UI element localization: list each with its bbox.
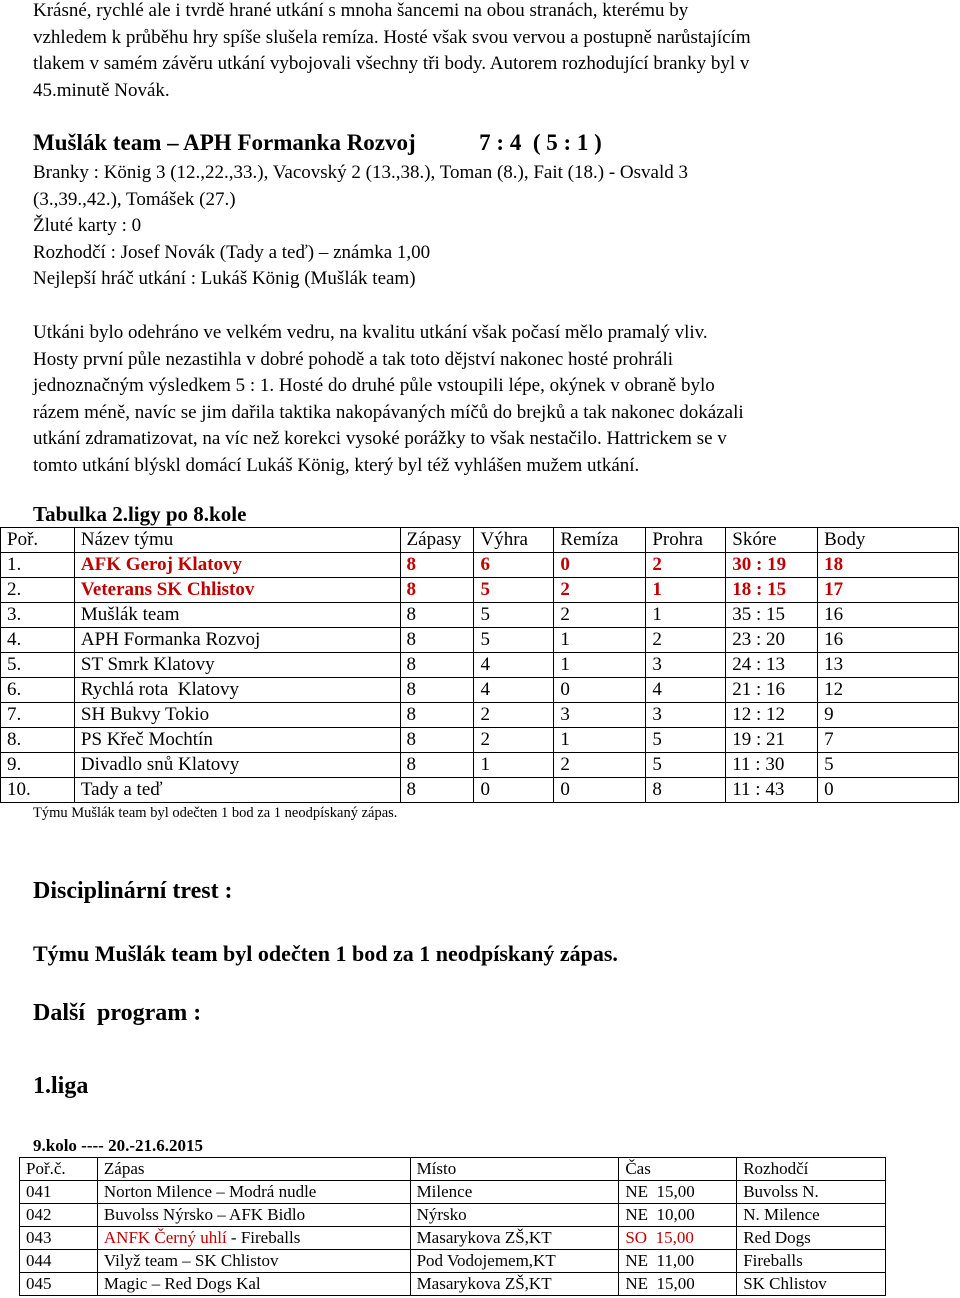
match-time: NE 15,00 <box>619 1273 737 1296</box>
cell: 1. <box>1 553 75 578</box>
cell: 0 <box>474 778 554 803</box>
cell: 2 <box>474 728 554 753</box>
table-row <box>1 653 959 678</box>
cell: 2 <box>646 628 726 653</box>
cell: 2 <box>554 603 646 628</box>
cell: 8 <box>400 778 474 803</box>
header-cell: Poř.č. <box>20 1158 98 1181</box>
cell: 1 <box>646 603 726 628</box>
schedule-row <box>20 1227 886 1250</box>
cell: 4 <box>474 653 554 678</box>
cell: APH Formanka Rozvoj <box>74 628 400 653</box>
cell: ST Smrk Klatovy <box>74 653 400 678</box>
cell: 8 <box>400 653 474 678</box>
report-line: jednoznačným výsledkem 5 : 1. Hosté do druhé půle vstoupili lépe, okýnek v obraně bylo <box>33 375 715 396</box>
cell: 13 <box>818 653 959 678</box>
cell: 5 <box>474 578 554 603</box>
cell: SH Bukvy Tokio <box>74 703 400 728</box>
discipline-heading: Disciplinární trest : <box>33 878 233 904</box>
header-cell: Skóre <box>726 528 818 553</box>
schedule-row <box>20 1250 886 1273</box>
table-row <box>1 778 959 803</box>
match-referee: SK Chlistov <box>737 1273 886 1296</box>
header-cell: Zápas <box>97 1158 410 1181</box>
match-number: 043 <box>20 1227 98 1250</box>
schedule-row <box>20 1204 886 1227</box>
cell: 2 <box>646 553 726 578</box>
cell: Mušlák team <box>74 603 400 628</box>
schedule-header-row <box>20 1158 886 1181</box>
match-referee: Red Dogs <box>737 1227 886 1250</box>
cell: 0 <box>818 778 959 803</box>
cell: AFK Geroj Klatovy <box>74 553 400 578</box>
match-report <box>33 320 933 479</box>
cell: 5 <box>646 728 726 753</box>
league-heading: 1.liga <box>33 1073 89 1099</box>
match-teams: Vilyž team – SK Chlistov <box>97 1250 410 1273</box>
match-place: Masarykova ZŠ,KT <box>410 1273 619 1296</box>
cell: 8 <box>400 603 474 628</box>
cell: 12 <box>818 678 959 703</box>
cell: Rychlá rota Klatovy <box>74 678 400 703</box>
cell: 1 <box>646 578 726 603</box>
table-row <box>1 578 959 603</box>
intro-paragraph <box>33 0 933 104</box>
report-line: Utkáni bylo odehráno ve velkém vedru, na kvalitu utkání však počasí mělo pramalý vliv. <box>33 322 708 343</box>
cell: 18 <box>818 553 959 578</box>
match-teams: Magic – Red Dogs Kal <box>97 1273 410 1296</box>
cell: 8 <box>400 678 474 703</box>
cell: 3 <box>646 653 726 678</box>
discipline-text: Týmu Mušlák team byl odečten 1 bod za 1 neodpískaný zápas. <box>33 941 618 966</box>
cell: 16 <box>818 628 959 653</box>
cell: 8 <box>400 553 474 578</box>
intro-line: vzhledem k průběhu hry spíše slušela remíza. Hosté však svou vervou a postupně narůstajícím <box>33 26 751 48</box>
table-row <box>1 703 959 728</box>
match-place: Nýrsko <box>410 1204 619 1227</box>
match-teams: Norton Milence – Modrá nudle <box>97 1181 410 1204</box>
intro-line: 45.minutě Novák. <box>33 79 170 101</box>
cell: 30 : 19 <box>726 553 818 578</box>
best-player-line: Nejlepší hráč utkání : Lukáš König (Mušlák team) <box>33 268 416 289</box>
cell: 9 <box>818 703 959 728</box>
cell: 6. <box>1 678 75 703</box>
cell: Tady a teď <box>74 778 400 803</box>
report-line: tomto utkání blýskl domácí Lukáš König, který byl též vyhlášen mužem utkání. <box>33 454 640 476</box>
table-title: Tabulka 2.ligy po 8.kole <box>33 502 247 526</box>
header-cell: Body <box>818 528 959 553</box>
table-row <box>1 603 959 628</box>
cell: Divadlo snů Klatovy <box>74 753 400 778</box>
match-place: Pod Vodojemem,KT <box>410 1250 619 1273</box>
match-title: Mušlák team – APH Formanka Rozvoj <box>33 130 416 155</box>
cell: 2. <box>1 578 75 603</box>
cell: Veterans SK Chlistov <box>74 578 400 603</box>
cell: 1 <box>474 753 554 778</box>
match-time: NE 10,00 <box>619 1204 737 1227</box>
cell: 1 <box>554 628 646 653</box>
match-heading <box>33 130 602 156</box>
header-cell: Rozhodčí <box>737 1158 886 1181</box>
table-row <box>1 678 959 703</box>
header-cell: Zápasy <box>400 528 474 553</box>
match-referee: N. Milence <box>737 1204 886 1227</box>
cell: 3 <box>646 703 726 728</box>
match-score: 7 : 4 ( 5 : 1 ) <box>479 130 602 155</box>
header-cell: Prohra <box>646 528 726 553</box>
cell: 1 <box>554 653 646 678</box>
cell: 4 <box>474 678 554 703</box>
cell: PS Křeč Mochtín <box>74 728 400 753</box>
cell: 12 : 12 <box>726 703 818 728</box>
table-row <box>1 628 959 653</box>
cell: 21 : 16 <box>726 678 818 703</box>
header-cell: Název týmu <box>74 528 400 553</box>
intro-line: tlakem v samém závěru utkání vybojovali všechny tři body. Autorem rozhodující branky byl v <box>33 53 750 74</box>
match-teams <box>97 1227 410 1250</box>
cell: 5. <box>1 653 75 678</box>
header-cell: Místo <box>410 1158 619 1181</box>
match-place: Masarykova ZŠ,KT <box>410 1227 619 1250</box>
cell: 8 <box>400 753 474 778</box>
league-table <box>0 527 959 803</box>
match-time: NE 11,00 <box>619 1250 737 1273</box>
report-line: Hosty první půle nezastihla v dobré pohodě a tak toto dějství nakonec hosté prohráli <box>33 348 674 370</box>
cell: 4 <box>646 678 726 703</box>
match-away-team: - Fireballs <box>226 1228 301 1247</box>
cell: 8 <box>400 628 474 653</box>
cell: 24 : 13 <box>726 653 818 678</box>
match-time: SO 15,00 <box>619 1227 737 1250</box>
table-row <box>1 753 959 778</box>
schedule-table <box>19 1157 886 1296</box>
referee-line: Rozhodčí : Josef Novák (Tady a teď) – známka 1,00 <box>33 241 431 263</box>
cell: 9. <box>1 753 75 778</box>
match-teams: Buvolss Nýrsko – AFK Bidlo <box>97 1204 410 1227</box>
match-details <box>33 160 933 293</box>
cell: 2 <box>474 703 554 728</box>
match-number: 045 <box>20 1273 98 1296</box>
cell: 23 : 20 <box>726 628 818 653</box>
cell: 5 <box>818 753 959 778</box>
cell: 0 <box>554 553 646 578</box>
cell: 0 <box>554 678 646 703</box>
cell: 2 <box>554 753 646 778</box>
match-place: Milence <box>410 1181 619 1204</box>
yellow-cards-line: Žluté karty : 0 <box>33 215 142 236</box>
cell: 18 : 15 <box>726 578 818 603</box>
cell: 16 <box>818 603 959 628</box>
match-referee: Fireballs <box>737 1250 886 1273</box>
cell: 35 : 15 <box>726 603 818 628</box>
match-number: 041 <box>20 1181 98 1204</box>
report-line: utkání zdramatizovat, na víc než korekci vysoké porážky to však nestačilo. Hattrickem se v <box>33 428 727 449</box>
header-cell: Remíza <box>554 528 646 553</box>
cell: 3. <box>1 603 75 628</box>
cell: 17 <box>818 578 959 603</box>
schedule-row <box>20 1273 886 1296</box>
report-line: rázem méně, navíc se jim dařila taktika nakopávaných míčů do brejků a tak nakonec dokázali <box>33 401 744 423</box>
program-heading: Další program : <box>33 1000 202 1026</box>
table-row <box>1 728 959 753</box>
table-header-row <box>1 528 959 553</box>
cell: 8 <box>400 703 474 728</box>
cell: 7. <box>1 703 75 728</box>
cell: 11 : 43 <box>726 778 818 803</box>
cell: 7 <box>818 728 959 753</box>
round-label: 9.kolo ---- 20.-21.6.2015 <box>33 1136 203 1155</box>
cell: 0 <box>554 778 646 803</box>
match-referee: Buvolss N. <box>737 1181 886 1204</box>
match-number: 042 <box>20 1204 98 1227</box>
cell: 1 <box>554 728 646 753</box>
schedule-row <box>20 1181 886 1204</box>
cell: 8 <box>400 728 474 753</box>
cell: 8 <box>646 778 726 803</box>
cell: 5 <box>474 603 554 628</box>
goals-line-cont: (3.,39.,42.), Tomášek (27.) <box>33 188 236 210</box>
cell: 3 <box>554 703 646 728</box>
header-cell: Výhra <box>474 528 554 553</box>
cell: 6 <box>474 553 554 578</box>
cell: 19 : 21 <box>726 728 818 753</box>
table-note: Týmu Mušlák team byl odečten 1 bod za 1 neodpískaný zápas. <box>33 805 398 821</box>
match-number: 044 <box>20 1250 98 1273</box>
header-cell: Poř. <box>1 528 75 553</box>
cell: 5 <box>646 753 726 778</box>
cell: 10. <box>1 778 75 803</box>
cell: 2 <box>554 578 646 603</box>
cell: 5 <box>474 628 554 653</box>
match-time: NE 15,00 <box>619 1181 737 1204</box>
intro-line: Krásné, rychlé ale i tvrdě hrané utkání s mnoha šancemi na obou stranách, kterému by <box>33 0 689 21</box>
table-row <box>1 553 959 578</box>
cell: 8 <box>400 578 474 603</box>
cell: 8. <box>1 728 75 753</box>
goals-line: Branky : König 3 (12.,22.,33.), Vacovský 2 (13.,38.), Toman (8.), Fait (18.) - Osvald 3 <box>33 162 688 183</box>
cell: 4. <box>1 628 75 653</box>
header-cell: Čas <box>619 1158 737 1181</box>
cell: 11 : 30 <box>726 753 818 778</box>
match-home-team: ANFK Černý uhlí <box>103 1228 227 1247</box>
